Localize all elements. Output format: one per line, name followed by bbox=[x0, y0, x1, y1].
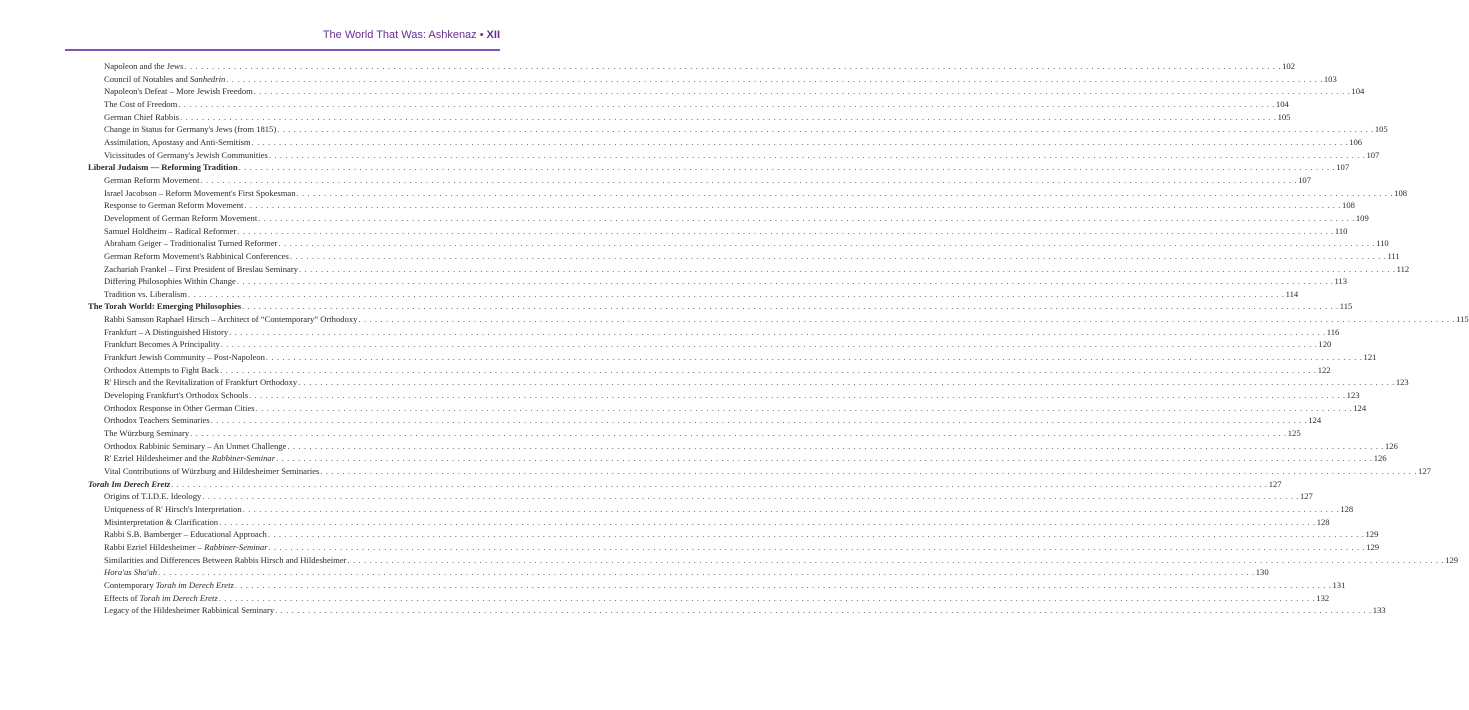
toc-entry-title-text: Uniqueness of R' Hirsch's Interpretation bbox=[104, 503, 242, 514]
toc-entry-title-text: Contemporary bbox=[104, 579, 156, 590]
toc-entry-title bbox=[104, 414, 210, 427]
toc-entry bbox=[88, 111, 1291, 124]
toc-entry-title bbox=[104, 149, 268, 162]
toc-entry-page: 108 bbox=[1394, 187, 1408, 198]
dot-leader: . . . . . . . . . . . . . . . . . . . . . . . . . . . . . . . . . . . . . . . . . . . . . . . . . . . . . . . . . . . . . . . . . . . . . . . . . . . . . . . . . . . . . . . . . . . . . . . . . . . . . . . . . . . . . . . . . . . . . . . . . . . . . . . . . . . . . . . . . . . . . . . . . . . . . . . . . . . . . . . . . . . . . . . . . . . . . . . . . . . . . . . . . . . . . . . . . . . . . . . . bbox=[244, 200, 1342, 211]
toc-entry-title-italic: Torah im Derech Eretz bbox=[139, 592, 218, 603]
dot-leader: . . . . . . . . . . . . . . . . . . . . . . . . . . . . . . . . . . . . . . . . . . . . . . . . . . . . . . . . . . . . . . . . . . . . . . . . . . . . . . . . . . . . . . . . . . . . . . . . . . . . . . . . . . . . . . . . . . . . . . . . . . . . . . . . . . . . . . . . . . . . . . . . . . . . . . . . . . . . . . . . . . . . . . . . . . . . . . . . . . . . . . . . . . . . . . . . . . . . . . . . bbox=[275, 605, 1372, 616]
toc-entry-page: 115 bbox=[1339, 301, 1353, 312]
toc-entry-page: 108 bbox=[1342, 200, 1355, 211]
toc-entry bbox=[88, 592, 1330, 605]
dot-leader: . . . . . . . . . . . . . . . . . . . . . . . . . . . . . . . . . . . . . . . . . . . . . . . . . . . . . . . . . . . . . . . . . . . . . . . . . . . . . . . . . . . . . . . . . . . . . . . . . . . . . . . . . . . . . . . . . . . . . . . . . . . . . . . . . . . . . . . . . . . . . . . . . . . . . . . . . . . . . . . . . . . . . . . . . . . . . . . . . . . . . . . . . . . . . . . . . . . . . . . . bbox=[190, 428, 1287, 439]
dot-leader: . . . . . . . . . . . . . . . . . . . . . . . . . . . . . . . . . . . . . . . . . . . . . . . . . . . . . . . . . . . . . . . . . . . . . . . . . . . . . . . . . . . . . . . . . . . . . . . . . . . . . . . . . . . . . . . . . . . . . . . . . . . . . . . . . . . . . . . . . . . . . . . . . . . . . . . . . . . . . . . . . . . . . . . . . . . . . . . . . . . . . . . . . . . . . . . . . . . . . . . . bbox=[298, 377, 1395, 388]
toc-entry-title-text: Response to German Reform Movement bbox=[104, 200, 244, 211]
toc-entry bbox=[88, 452, 1387, 465]
toc-entry-page: 130 bbox=[1255, 567, 1269, 578]
toc-entry-title bbox=[104, 123, 276, 136]
toc-entry-page: 129 bbox=[1365, 529, 1379, 540]
toc-entry-title bbox=[104, 579, 234, 592]
toc-entry-title bbox=[104, 73, 225, 86]
toc-entry bbox=[88, 123, 1388, 136]
toc-entry-title bbox=[104, 111, 179, 124]
toc-entry-title bbox=[104, 98, 177, 111]
toc-entry-title-italic: Sanhedrin bbox=[189, 73, 226, 84]
toc-entry bbox=[88, 376, 1409, 389]
toc-entry-page: 129 bbox=[1366, 541, 1380, 552]
toc-entry-title-text: Frankfurt Becomes A Principality bbox=[104, 339, 220, 350]
toc-entry-title-text: Zachariah Frankel – First President of Breslau Seminary bbox=[104, 263, 299, 274]
toc-entry-title-text: Napoleon and the Jews bbox=[104, 61, 184, 71]
toc-entry-title-text: Origins of T.I.D.E. Ideology bbox=[104, 491, 202, 502]
toc-entry-title bbox=[104, 237, 278, 250]
toc-entry-title bbox=[104, 592, 218, 605]
toc-entry bbox=[88, 389, 1360, 402]
toc-entry-page: 104 bbox=[1351, 86, 1365, 97]
dot-leader: . . . . . . . . . . . . . . . . . . . . . . . . . . . . . . . . . . . . . . . . . . . . . . . . . . . . . . . . . . . . . . . . . . . . . . . . . . . . . . . . . . . . . . . . . . . . . . . . . . . . . . . . . . . . . . . . . . . . . . . . . . . . . . . . . . . . . . . . . . . . . . . . . . . . . . . . . . . . . . . . . . . . . . . . . . . . . . . . . . . . . . . . . . . . . . . . . . . . . . . . bbox=[278, 238, 1376, 249]
toc-entry bbox=[88, 288, 1299, 301]
dot-leader: . . . . . . . . . . . . . . . . . . . . . . . . . . . . . . . . . . . . . . . . . . . . . . . . . . . . . . . . . . . . . . . . . . . . . . . . . . . . . . . . . . . . . . . . . . . . . . . . . . . . . . . . . . . . . . . . . . . . . . . . . . . . . . . . . . . . . . . . . . . . . . . . . . . . . . . . . . . . . . . . . . . . . . . . . . . . . . . . . . . . . . . . . . . . . . . . . . . . . . . . bbox=[220, 339, 1318, 350]
toc-entry-page: 120 bbox=[1318, 339, 1332, 350]
toc-entry-title-text: Differing Philosophies Within Change bbox=[104, 276, 236, 287]
toc-entry-title-text: Legacy of the Hildesheimer Rabbinical Seminary bbox=[104, 605, 275, 616]
toc-entry-title-text: The Würzburg Seminary bbox=[104, 428, 190, 439]
toc-entry bbox=[88, 73, 1337, 86]
dot-leader: . . . . . . . . . . . . . . . . . . . . . . . . . . . . . . . . . . . . . . . . . . . . . . . . . . . . . . . . . . . . . . . . . . . . . . . . . . . . . . . . . . . . . . . . . . . . . . . . . . . . . . . . . . . . . . . . . . . . . . . . . . . . . . . . . . . . . . . . . . . . . . . . . . . . . . . . . . . . . . . . . . . . . . . . . . . . . . . . . . . . . . . . . . . . . . . . . . . . . . . . bbox=[268, 149, 1366, 160]
toc-entry bbox=[88, 199, 1355, 212]
toc-entry bbox=[88, 149, 1380, 162]
toc-entry-title bbox=[104, 313, 357, 326]
toc-entry bbox=[88, 516, 1330, 529]
toc-entry bbox=[88, 465, 1431, 478]
toc-entry-title-text: Tradition vs. Liberalism bbox=[104, 288, 187, 299]
toc-entry-title bbox=[104, 199, 243, 212]
toc-entry-title bbox=[104, 85, 253, 98]
toc-entry-title bbox=[88, 300, 241, 313]
toc-entry-title bbox=[104, 351, 265, 364]
dot-leader: . . . . . . . . . . . . . . . . . . . . . . . . . . . . . . . . . . . . . . . . . . . . . . . . . . . . . . . . . . . . . . . . . . . . . . . . . . . . . . . . . . . . . . . . . . . . . . . . . . . . . . . . . . . . . . . . . . . . . . . . . . . . . . . . . . . . . . . . . . . . . . . . . . . . . . . . . . . . . . . . . . . . . . . . . . . . . . . . . . . . . . . . . . . . . . . . . . . . . . . . bbox=[188, 288, 1285, 299]
dot-leader: . . . . . . . . . . . . . . . . . . . . . . . . . . . . . . . . . . . . . . . . . . . . . . . . . . . . . . . . . . . . . . . . . . . . . . . . . . . . . . . . . . . . . . . . . . . . . . . . . . . . . . . . . . . . . . . . . . . . . . . . . . . . . . . . . . . . . . . . . . . . . . . . . . . . . . . . . . . . . . . . . . . . . . . . . . . . . . . . . . . . . . . . . . . . . . . . . . . . . . . . bbox=[178, 98, 1275, 109]
toc-entry bbox=[88, 338, 1332, 351]
toc-entry bbox=[88, 554, 1459, 567]
toc-entry-title-text: Council of Notables and bbox=[104, 73, 190, 84]
toc-entry-page: 104 bbox=[1275, 98, 1289, 109]
toc-entry-title-text: Samuel Holdheim – Radical Reformer bbox=[104, 225, 237, 236]
dot-leader: . . . . . . . . . . . . . . . . . . . . . . . . . . . . . . . . . . . . . . . . . . . . . . . . . . . . . . . . . . . . . . . . . . . . . . . . . . . . . . . . . . . . . . . . . . . . . . . . . . . . . . . . . . . . . . . . . . . . . . . . . . . . . . . . . . . . . . . . . . . . . . . . . . . . . . . . . . . . . . . . . . . . . . . . . . . . . . . . . . . . . . . . . . . . . . . . . . . . . . . . bbox=[218, 592, 1316, 603]
toc-entry-title bbox=[104, 427, 189, 440]
toc-entry-title bbox=[104, 503, 242, 516]
toc-entry-title-italic: Rabbiner-Seminar bbox=[204, 541, 268, 552]
dot-leader: . . . . . . . . . . . . . . . . . . . . . . . . . . . . . . . . . . . . . . . . . . . . . . . . . . . . . . . . . . . . . . . . . . . . . . . . . . . . . . . . . . . . . . . . . . . . . . . . . . . . . . . . . . . . . . . . . . . . . . . . . . . . . . . . . . . . . . . . . . . . . . . . . . . . . . . . . . . . . . . . . . . . . . . . . . . . . . . . . . . . . . . . . . . . . . . . . . . . . . . . bbox=[268, 541, 1366, 552]
toc-entry bbox=[88, 187, 1408, 200]
dot-leader: . . . . . . . . . . . . . . . . . . . . . . . . . . . . . . . . . . . . . . . . . . . . . . . . . . . . . . . . . . . . . . . . . . . . . . . . . . . . . . . . . . . . . . . . . . . . . . . . . . . . . . . . . . . . . . . . . . . . . . . . . . . . . . . . . . . . . . . . . . . . . . . . . . . . . . . . . . . . . . . . . . . . . . . . . . . . . . . . . . . . . . . . . . . . . . . . . . . . . . . . bbox=[289, 250, 1387, 261]
dot-leader: . . . . . . . . . . . . . . . . . . . . . . . . . . . . . . . . . . . . . . . . . . . . . . . . . . . . . . . . . . . . . . . . . . . . . . . . . . . . . . . . . . . . . . . . . . . . . . . . . . . . . . . . . . . . . . . . . . . . . . . . . . . . . . . . . . . . . . . . . . . . . . . . . . . . . . . . . . . . . . . . . . . . . . . . . . . . . . . . . . . . . . . . . . . . . . . . . . . . . . . . bbox=[255, 402, 1353, 413]
dot-leader: . . . . . . . . . . . . . . . . . . . . . . . . . . . . . . . . . . . . . . . . . . . . . . . . . . . . . . . . . . . . . . . . . . . . . . . . . . . . . . . . . . . . . . . . . . . . . . . . . . . . . . . . . . . . . . . . . . . . . . . . . . . . . . . . . . . . . . . . . . . . . . . . . . . . . . . . . . . . . . . . . . . . . . . . . . . . . . . . . . . . . . . . . . . . . . . . . . . . . . . . bbox=[276, 453, 1373, 464]
toc-entry-title-text: German Chief Rabbis bbox=[104, 111, 179, 122]
toc-entry-page: 127 bbox=[1299, 491, 1313, 502]
toc-entry-page: 105 bbox=[1374, 124, 1388, 135]
toc-entry bbox=[88, 414, 1322, 427]
toc-entry bbox=[88, 503, 1354, 516]
toc-section-entry bbox=[88, 161, 1350, 174]
toc-entry-title bbox=[88, 478, 170, 491]
toc-entry bbox=[88, 275, 1348, 288]
toc-entry-title bbox=[104, 288, 187, 301]
toc-entry-title bbox=[104, 212, 257, 225]
dot-leader: . . . . . . . . . . . . . . . . . . . . . . . . . . . . . . . . . . . . . . . . . . . . . . . . . . . . . . . . . . . . . . . . . . . . . . . . . . . . . . . . . . . . . . . . . . . . . . . . . . . . . . . . . . . . . . . . . . . . . . . . . . . . . . . . . . . . . . . . . . . . . . . . . . . . . . . . . . . . . . . . . . . . . . . . . . . . . . . . . . . . . . . . . . . . . . . . . . . . . . . . bbox=[242, 301, 1339, 312]
dot-leader: . . . . . . . . . . . . . . . . . . . . . . . . . . . . . . . . . . . . . . . . . . . . . . . . . . . . . . . . . . . . . . . . . . . . . . . . . . . . . . . . . . . . . . . . . . . . . . . . . . . . . . . . . . . . . . . . . . . . . . . . . . . . . . . . . . . . . . . . . . . . . . . . . . . . . . . . . . . . . . . . . . . . . . . . . . . . . . . . . . . . . . . . . . . . . . . . . . . . . . . . bbox=[219, 516, 1316, 527]
toc-entry-title bbox=[104, 326, 228, 339]
dot-leader: . . . . . . . . . . . . . . . . . . . . . . . . . . . . . . . . . . . . . . . . . . . . . . . . . . . . . . . . . . . . . . . . . . . . . . . . . . . . . . . . . . . . . . . . . . . . . . . . . . . . . . . . . . . . . . . . . . . . . . . . . . . . . . . . . . . . . . . . . . . . . . . . . . . . . . . . . . . . . . . . . . . . . . . . . . . . . . . . . . . . . . . . . . . . . . . . . . . . . . . . bbox=[238, 162, 1336, 173]
toc-entry-title bbox=[104, 440, 286, 453]
toc-entry-page: 126 bbox=[1384, 440, 1398, 451]
toc-entry-page: 125 bbox=[1287, 428, 1301, 439]
dot-leader: . . . . . . . . . . . . . . . . . . . . . . . . . . . . . . . . . . . . . . . . . . . . . . . . . . . . . . . . . . . . . . . . . . . . . . . . . . . . . . . . . . . . . . . . . . . . . . . . . . . . . . . . . . . . . . . . . . . . . . . . . . . . . . . . . . . . . . . . . . . . . . . . . . . . . . . . . . . . . . . . . . . . . . . . . . . . . . . . . . . . . . . . . . . . . . . . . . . . . . . . bbox=[184, 61, 1282, 71]
dot-leader: . . . . . . . . . . . . . . . . . . . . . . . . . . . . . . . . . . . . . . . . . . . . . . . . . . . . . . . . . . . . . . . . . . . . . . . . . . . . . . . . . . . . . . . . . . . . . . . . . . . . . . . . . . . . . . . . . . . . . . . . . . . . . . . . . . . . . . . . . . . . . . . . . . . . . . . . . . . . . . . . . . . . . . . . . . . . . . . . . . . . . . . . . . . . . . . . . . . . . . . . bbox=[200, 174, 1298, 185]
toc-entry-page: 133 bbox=[1372, 605, 1386, 616]
toc-entry bbox=[88, 60, 1295, 73]
book-title: The World That Was: Ashkenaz bbox=[322, 29, 477, 41]
toc-entry-title-text: Vital Contributions of Würzburg and Hildesheimer Seminaries bbox=[104, 466, 320, 476]
toc-entry-title bbox=[104, 516, 218, 529]
toc-entry-title-text: Misinterpretation & Clarification bbox=[104, 516, 219, 527]
dot-leader: . . . . . . . . . . . . . . . . . . . . . . . . . . . . . . . . . . . . . . . . . . . . . . . . . . . . . . . . . . . . . . . . . . . . . . . . . . . . . . . . . . . . . . . . . . . . . . . . . . . . . . . . . . . . . . . . . . . . . . . . . . . . . . . . . . . . . . . . . . . . . . . . . . . . . . . . . . . . . . . . . . . . . . . . . . . . . . . . . . . . . . . . . . . . . . . . . . . . . . . . bbox=[220, 364, 1317, 375]
toc-entry-title-text: German Reform Movement's Rabbinical Conferences bbox=[104, 250, 289, 261]
dot-leader: . . . . . . . . . . . . . . . . . . . . . . . . . . . . . . . . . . . . . . . . . . . . . . . . . . . . . . . . . . . . . . . . . . . . . . . . . . . . . . . . . . . . . . . . . . . . . . . . . . . . . . . . . . . . . . . . . . . . . . . . . . . . . . . . . . . . . . . . . . . . . . . . . . . . . . . . . . . . . . . . . . . . . . . . . . . . . . . . . . . . . . . . . . . . . . . . . . . . . . . . bbox=[258, 212, 1355, 223]
toc-entry-title-text: Frankfurt – A Distinguished History bbox=[104, 326, 229, 337]
toc-entry-page: 107 bbox=[1336, 162, 1350, 173]
toc-entry-title-italic: Hora'as Sha'ah bbox=[104, 567, 158, 578]
dot-leader: . . . . . . . . . . . . . . . . . . . . . . . . . . . . . . . . . . . . . . . . . . . . . . . . . . . . . . . . . . . . . . . . . . . . . . . . . . . . . . . . . . . . . . . . . . . . . . . . . . . . . . . . . . . . . . . . . . . . . . . . . . . . . . . . . . . . . . . . . . . . . . . . . . . . . . . . . . . . . . . . . . . . . . . . . . . . . . . . . . . . . . . . . . . . . . . . . . . . . . . . bbox=[237, 225, 1334, 236]
toc-entry-title-text: Orthodox Teachers Seminaries bbox=[104, 415, 210, 426]
toc-entry-page: 121 bbox=[1363, 352, 1377, 363]
toc-entry bbox=[88, 237, 1389, 250]
toc-entry-title bbox=[104, 465, 319, 478]
toc-entry-title-text: Israel Jacobson – Reform Movement's First Spokesman bbox=[104, 187, 296, 198]
toc-entry-title bbox=[104, 136, 251, 149]
toc-entry-page: 129 bbox=[1445, 554, 1459, 565]
toc-section-entry bbox=[88, 300, 1353, 313]
toc-entry-title-text: Rabbi Ezriel Hildesheimer – bbox=[104, 541, 205, 552]
toc-entry-title-text: Orthodox Rabbinic Seminary – An Unmet Challenge bbox=[104, 440, 287, 451]
dot-leader: . . . . . . . . . . . . . . . . . . . . . . . . . . . . . . . . . . . . . . . . . . . . . . . . . . . . . . . . . . . . . . . . . . . . . . . . . . . . . . . . . . . . . . . . . . . . . . . . . . . . . . . . . . . . . . . . . . . . . . . . . . . . . . . . . . . . . . . . . . . . . . . . . . . . . . . . . . . . . . . . . . . . . . . . . . . . . . . . . . . . . . . . . . . . . . . . . . . . . . . . bbox=[210, 415, 1308, 426]
toc-entry-title bbox=[104, 541, 268, 554]
page-number: XII bbox=[486, 29, 500, 41]
toc-entry-page: 102 bbox=[1282, 61, 1295, 71]
toc-entry-page: 115 bbox=[1456, 314, 1469, 325]
toc-entry-page: 103 bbox=[1323, 73, 1337, 84]
running-head bbox=[323, 29, 500, 41]
toc-entry-page: 123 bbox=[1346, 390, 1360, 401]
toc-entry-page: 126 bbox=[1373, 453, 1387, 464]
dot-leader: . . . . . . . . . . . . . . . . . . . . . . . . . . . . . . . . . . . . . . . . . . . . . . . . . . . . . . . . . . . . . . . . . . . . . . . . . . . . . . . . . . . . . . . . . . . . . . . . . . . . . . . . . . . . . . . . . . . . . . . . . . . . . . . . . . . . . . . . . . . . . . . . . . . . . . . . . . . . . . . . . . . . . . . . . . . . . . . . . . . . . . . . . . . . . . . . . . . . . . . . bbox=[358, 314, 1456, 325]
toc-entry-title-text: Vicissitudes of Germany's Jewish Communities bbox=[104, 149, 268, 160]
toc-entry-title-text: Effects of bbox=[104, 592, 140, 603]
toc-entry-page: 112 bbox=[1396, 263, 1410, 274]
toc-entry-title-italic: Torah im Derech Eretz bbox=[155, 579, 234, 590]
dot-leader: . . . . . . . . . . . . . . . . . . . . . . . . . . . . . . . . . . . . . . . . . . . . . . . . . . . . . . . . . . . . . . . . . . . . . . . . . . . . . . . . . . . . . . . . . . . . . . . . . . . . . . . . . . . . . . . . . . . . . . . . . . . . . . . . . . . . . . . . . . . . . . . . . . . . . . . . . . . . . . . . . . . . . . . . . . . . . . . . . . . . . . . . . . . . . . . . . . . . . . . . bbox=[299, 263, 1396, 274]
dot-leader: . . . . . . . . . . . . . . . . . . . . . . . . . . . . . . . . . . . . . . . . . . . . . . . . . . . . . . . . . . . . . . . . . . . . . . . . . . . . . . . . . . . . . . . . . . . . . . . . . . . . . . . . . . . . . . . . . . . . . . . . . . . . . . . . . . . . . . . . . . . . . . . . . . . . . . . . . . . . . . . . . . . . . . . . . . . . . . . . . . . . . . . . . . . . . . . . . . . . . . . . bbox=[251, 136, 1349, 147]
toc-entry-title bbox=[104, 452, 275, 465]
toc-entry-page: 109 bbox=[1355, 212, 1369, 223]
toc-entry-title bbox=[104, 554, 347, 567]
toc-entry-title-italic: Rabbiner-Seminar bbox=[211, 453, 276, 464]
toc-entry bbox=[88, 351, 1377, 364]
toc-entry-title bbox=[104, 338, 220, 351]
toc-entry-title bbox=[104, 60, 183, 73]
toc-entry-title-text: German Reform Movement bbox=[104, 174, 200, 185]
dot-leader: . . . . . . . . . . . . . . . . . . . . . . . . . . . . . . . . . . . . . . . . . . . . . . . . . . . . . . . . . . . . . . . . . . . . . . . . . . . . . . . . . . . . . . . . . . . . . . . . . . . . . . . . . . . . . . . . . . . . . . . . . . . . . . . . . . . . . . . . . . . . . . . . . . . . . . . . . . . . . . . . . . . . . . . . . . . . . . . . . . . . . . . . . . . . . . . . . . . . . . . . bbox=[347, 554, 1445, 565]
toc-entry-title bbox=[88, 161, 238, 174]
toc-entry bbox=[88, 174, 1311, 187]
toc-entry-title bbox=[104, 263, 298, 276]
dot-leader: . . . . . . . . . . . . . . . . . . . . . . . . . . . . . . . . . . . . . . . . . . . . . . . . . . . . . . . . . . . . . . . . . . . . . . . . . . . . . . . . . . . . . . . . . . . . . . . . . . . . . . . . . . . . . . . . . . . . . . . . . . . . . . . . . . . . . . . . . . . . . . . . . . . . . . . . . . . . . . . . . . . . . . . . . . . . . . . . . . . . . . . . . . . . . . . . . . . . . . . . bbox=[236, 276, 1334, 287]
header-separator: • bbox=[479, 29, 484, 41]
toc-entry-title bbox=[104, 250, 289, 263]
toc-entry-title-text: Abraham Geiger – Traditionalist Turned Reformer bbox=[104, 238, 278, 249]
dot-leader: . . . . . . . . . . . . . . . . . . . . . . . . . . . . . . . . . . . . . . . . . . . . . . . . . . . . . . . . . . . . . . . . . . . . . . . . . . . . . . . . . . . . . . . . . . . . . . . . . . . . . . . . . . . . . . . . . . . . . . . . . . . . . . . . . . . . . . . . . . . . . . . . . . . . . . . . . . . . . . . . . . . . . . . . . . . . . . . . . . . . . . . . . . . . . . . . . . . . . . . . bbox=[179, 111, 1277, 122]
toc-entry-title-text: Orthodox Response in Other German Cities bbox=[104, 402, 255, 413]
toc-entry bbox=[88, 579, 1346, 592]
dot-leader: . . . . . . . . . . . . . . . . . . . . . . . . . . . . . . . . . . . . . . . . . . . . . . . . . . . . . . . . . . . . . . . . . . . . . . . . . . . . . . . . . . . . . . . . . . . . . . . . . . . . . . . . . . . . . . . . . . . . . . . . . . . . . . . . . . . . . . . . . . . . . . . . . . . . . . . . . . . . . . . . . . . . . . . . . . . . . . . . . . . . . . . . . . . . . . . . . . . . . . . . bbox=[296, 187, 1394, 198]
toc-entry-title bbox=[104, 528, 267, 541]
toc-entry bbox=[88, 566, 1269, 579]
toc-entry-title-text: Similarities and Differences Between Rabbis Hirsch and Hildesheimer bbox=[104, 554, 347, 565]
table-of-contents bbox=[88, 60, 1469, 617]
toc-entry bbox=[88, 326, 1340, 339]
toc-entry-title bbox=[104, 604, 274, 617]
header-rule bbox=[65, 49, 500, 51]
toc-entry-title-text: Rabbi S.B. Bamberger – Educational Approach bbox=[104, 529, 267, 540]
toc-entry-page: 124 bbox=[1308, 415, 1322, 426]
dot-leader: . . . . . . . . . . . . . . . . . . . . . . . . . . . . . . . . . . . . . . . . . . . . . . . . . . . . . . . . . . . . . . . . . . . . . . . . . . . . . . . . . . . . . . . . . . . . . . . . . . . . . . . . . . . . . . . . . . . . . . . . . . . . . . . . . . . . . . . . . . . . . . . . . . . . . . . . . . . . . . . . . . . . . . . . . . . . . . . . . . . . . . . . . . . . . . . . . . . . . . . . bbox=[277, 124, 1374, 135]
dot-leader: . . . . . . . . . . . . . . . . . . . . . . . . . . . . . . . . . . . . . . . . . . . . . . . . . . . . . . . . . . . . . . . . . . . . . . . . . . . . . . . . . . . . . . . . . . . . . . . . . . . . . . . . . . . . . . . . . . . . . . . . . . . . . . . . . . . . . . . . . . . . . . . . . . . . . . . . . . . . . . . . . . . . . . . . . . . . . . . . . . . . . . . . . . . . . . . . . . . . . . . . bbox=[229, 326, 1326, 337]
toc-entry bbox=[88, 212, 1369, 225]
toc-entry bbox=[88, 364, 1331, 377]
toc-entry-page: 127 bbox=[1418, 466, 1431, 476]
toc-entry-title-text: Napoleon's Defeat – More Jewish Freedom bbox=[104, 86, 253, 97]
toc-entry-page: 131 bbox=[1332, 579, 1346, 590]
toc-entry-page: 105 bbox=[1277, 111, 1291, 122]
toc-entry bbox=[88, 85, 1365, 98]
toc-entry-page: 122 bbox=[1317, 364, 1331, 375]
toc-entry-title-text: Orthodox Attempts to Fight Back bbox=[104, 364, 220, 375]
toc-entry-page: 128 bbox=[1316, 516, 1330, 527]
toc-entry-title-text: Developing Frankfurt's Orthodox Schools bbox=[104, 390, 249, 401]
toc-entry-title-italic: Torah Im Derech Eretz bbox=[88, 478, 171, 489]
toc-entry bbox=[88, 313, 1469, 326]
dot-leader: . . . . . . . . . . . . . . . . . . . . . . . . . . . . . . . . . . . . . . . . . . . . . . . . . . . . . . . . . . . . . . . . . . . . . . . . . . . . . . . . . . . . . . . . . . . . . . . . . . . . . . . . . . . . . . . . . . . . . . . . . . . . . . . . . . . . . . . . . . . . . . . . . . . . . . . . . . . . . . . . . . . . . . . . . . . . . . . . . . . . . . . . . . . . . . . . . . . . . . . . bbox=[226, 73, 1323, 84]
toc-entry-title bbox=[104, 364, 219, 377]
dot-leader: . . . . . . . . . . . . . . . . . . . . . . . . . . . . . . . . . . . . . . . . . . . . . . . . . . . . . . . . . . . . . . . . . . . . . . . . . . . . . . . . . . . . . . . . . . . . . . . . . . . . . . . . . . . . . . . . . . . . . . . . . . . . . . . . . . . . . . . . . . . . . . . . . . . . . . . . . . . . . . . . . . . . . . . . . . . . . . . . . . . . . . . . . . . . . . . . . . . . . . . . bbox=[320, 466, 1418, 476]
toc-entry-title bbox=[104, 389, 248, 402]
toc-entry-page: 128 bbox=[1340, 503, 1354, 514]
toc-entry bbox=[88, 98, 1289, 111]
toc-entry-title-text: Assimilation, Apostasy and Anti-Semitism bbox=[104, 136, 251, 147]
toc-entry-page: 111 bbox=[1387, 250, 1400, 261]
toc-entry-title-text: R' Hirsch and the Revitalization of Frankfurt Orthodoxy bbox=[104, 377, 298, 388]
toc-entry-page: 106 bbox=[1349, 136, 1363, 147]
dot-leader: . . . . . . . . . . . . . . . . . . . . . . . . . . . . . . . . . . . . . . . . . . . . . . . . . . . . . . . . . . . . . . . . . . . . . . . . . . . . . . . . . . . . . . . . . . . . . . . . . . . . . . . . . . . . . . . . . . . . . . . . . . . . . . . . . . . . . . . . . . . . . . . . . . . . . . . . . . . . . . . . . . . . . . . . . . . . . . . . . . . . . . . . . . . . . . . . . . . . . . . . bbox=[249, 390, 1346, 401]
toc-entry-title-text: Frankfurt Jewish Community – Post-Napoleon bbox=[104, 352, 265, 363]
toc-entry bbox=[88, 263, 1410, 276]
toc-entry-page: 110 bbox=[1334, 225, 1348, 236]
dot-leader: . . . . . . . . . . . . . . . . . . . . . . . . . . . . . . . . . . . . . . . . . . . . . . . . . . . . . . . . . . . . . . . . . . . . . . . . . . . . . . . . . . . . . . . . . . . . . . . . . . . . . . . . . . . . . . . . . . . . . . . . . . . . . . . . . . . . . . . . . . . . . . . . . . . . . . . . . . . . . . . . . . . . . . . . . . . . . . . . . . . . . . . . . . . . . . . . . . . . . . . . bbox=[158, 567, 1255, 578]
toc-entry-page: 107 bbox=[1366, 149, 1380, 160]
toc-entry-page: 114 bbox=[1285, 288, 1299, 299]
toc-entry-page: 116 bbox=[1326, 326, 1340, 337]
page-header bbox=[0, 0, 550, 50]
toc-entry-title bbox=[104, 187, 296, 200]
dot-leader: . . . . . . . . . . . . . . . . . . . . . . . . . . . . . . . . . . . . . . . . . . . . . . . . . . . . . . . . . . . . . . . . . . . . . . . . . . . . . . . . . . . . . . . . . . . . . . . . . . . . . . . . . . . . . . . . . . . . . . . . . . . . . . . . . . . . . . . . . . . . . . . . . . . . . . . . . . . . . . . . . . . . . . . . . . . . . . . . . . . . . . . . . . . . . . . . . . . . . . . . bbox=[242, 503, 1340, 514]
toc-entry bbox=[88, 541, 1380, 554]
toc-section-entry bbox=[88, 478, 1282, 491]
dot-leader: . . . . . . . . . . . . . . . . . . . . . . . . . . . . . . . . . . . . . . . . . . . . . . . . . . . . . . . . . . . . . . . . . . . . . . . . . . . . . . . . . . . . . . . . . . . . . . . . . . . . . . . . . . . . . . . . . . . . . . . . . . . . . . . . . . . . . . . . . . . . . . . . . . . . . . . . . . . . . . . . . . . . . . . . . . . . . . . . . . . . . . . . . . . . . . . . . . . . . . . . bbox=[267, 529, 1365, 540]
toc-entry-title-text: R' Ezriel Hildesheimer and the bbox=[104, 453, 212, 464]
toc-entry-title-text: Change in Status for Germany's Jews (from 1815) bbox=[104, 124, 277, 135]
toc-entry-title-text: Development of German Reform Movement bbox=[104, 212, 258, 223]
toc-entry bbox=[88, 250, 1400, 263]
dot-leader: . . . . . . . . . . . . . . . . . . . . . . . . . . . . . . . . . . . . . . . . . . . . . . . . . . . . . . . . . . . . . . . . . . . . . . . . . . . . . . . . . . . . . . . . . . . . . . . . . . . . . . . . . . . . . . . . . . . . . . . . . . . . . . . . . . . . . . . . . . . . . . . . . . . . . . . . . . . . . . . . . . . . . . . . . . . . . . . . . . . . . . . . . . . . . . . . . . . . . . . . bbox=[234, 579, 1332, 590]
toc-entry bbox=[88, 604, 1386, 617]
dot-leader: . . . . . . . . . . . . . . . . . . . . . . . . . . . . . . . . . . . . . . . . . . . . . . . . . . . . . . . . . . . . . . . . . . . . . . . . . . . . . . . . . . . . . . . . . . . . . . . . . . . . . . . . . . . . . . . . . . . . . . . . . . . . . . . . . . . . . . . . . . . . . . . . . . . . . . . . . . . . . . . . . . . . . . . . . . . . . . . . . . . . . . . . . . . . . . . . . . . . . . . . bbox=[287, 440, 1384, 451]
toc-entry bbox=[88, 528, 1379, 541]
toc-entry-page: 113 bbox=[1334, 276, 1348, 287]
toc-entry-title bbox=[104, 402, 255, 415]
toc-entry-title-text: The Torah World: Emerging Philosophies bbox=[88, 301, 242, 312]
toc-entry-page: 110 bbox=[1376, 238, 1389, 249]
toc-entry-title-text: The Cost of Freedom bbox=[104, 98, 178, 109]
toc-entry-title bbox=[104, 225, 236, 238]
toc-entry-page: 124 bbox=[1353, 402, 1367, 413]
toc-entry bbox=[88, 490, 1313, 503]
toc-entry-page: 123 bbox=[1395, 377, 1409, 388]
toc-entry-page: 127 bbox=[1268, 478, 1282, 489]
toc-entry-page: 132 bbox=[1316, 592, 1330, 603]
toc-entry-title-text: Liberal Judaism — Reforming Tradition bbox=[88, 162, 238, 173]
dot-leader: . . . . . . . . . . . . . . . . . . . . . . . . . . . . . . . . . . . . . . . . . . . . . . . . . . . . . . . . . . . . . . . . . . . . . . . . . . . . . . . . . . . . . . . . . . . . . . . . . . . . . . . . . . . . . . . . . . . . . . . . . . . . . . . . . . . . . . . . . . . . . . . . . . . . . . . . . . . . . . . . . . . . . . . . . . . . . . . . . . . . . . . . . . . . . . . . . . . . . . . . bbox=[202, 491, 1299, 502]
toc-entry-page: 107 bbox=[1298, 174, 1311, 185]
toc-entry-title bbox=[104, 174, 199, 187]
toc-entry-title-text: Rabbi Samson Raphael Hirsch – Architect of “Contemporary” Orthodoxy bbox=[104, 314, 358, 325]
toc-entry-title bbox=[104, 566, 157, 579]
toc-entry bbox=[88, 440, 1398, 453]
dot-leader: . . . . . . . . . . . . . . . . . . . . . . . . . . . . . . . . . . . . . . . . . . . . . . . . . . . . . . . . . . . . . . . . . . . . . . . . . . . . . . . . . . . . . . . . . . . . . . . . . . . . . . . . . . . . . . . . . . . . . . . . . . . . . . . . . . . . . . . . . . . . . . . . . . . . . . . . . . . . . . . . . . . . . . . . . . . . . . . . . . . . . . . . . . . . . . . . . . . . . . . . bbox=[253, 86, 1351, 97]
toc-entry bbox=[88, 225, 1348, 238]
toc-entry-title bbox=[104, 275, 236, 288]
toc-entry bbox=[88, 427, 1301, 440]
toc-entry-title bbox=[104, 376, 297, 389]
dot-leader: . . . . . . . . . . . . . . . . . . . . . . . . . . . . . . . . . . . . . . . . . . . . . . . . . . . . . . . . . . . . . . . . . . . . . . . . . . . . . . . . . . . . . . . . . . . . . . . . . . . . . . . . . . . . . . . . . . . . . . . . . . . . . . . . . . . . . . . . . . . . . . . . . . . . . . . . . . . . . . . . . . . . . . . . . . . . . . . . . . . . . . . . . . . . . . . . . . . . . . . . bbox=[265, 352, 1363, 363]
toc-entry bbox=[88, 402, 1367, 415]
toc-entry-title bbox=[104, 490, 201, 503]
toc-entry bbox=[88, 136, 1363, 149]
dot-leader: . . . . . . . . . . . . . . . . . . . . . . . . . . . . . . . . . . . . . . . . . . . . . . . . . . . . . . . . . . . . . . . . . . . . . . . . . . . . . . . . . . . . . . . . . . . . . . . . . . . . . . . . . . . . . . . . . . . . . . . . . . . . . . . . . . . . . . . . . . . . . . . . . . . . . . . . . . . . . . . . . . . . . . . . . . . . . . . . . . . . . . . . . . . . . . . . . . . . . . . . bbox=[171, 478, 1268, 489]
